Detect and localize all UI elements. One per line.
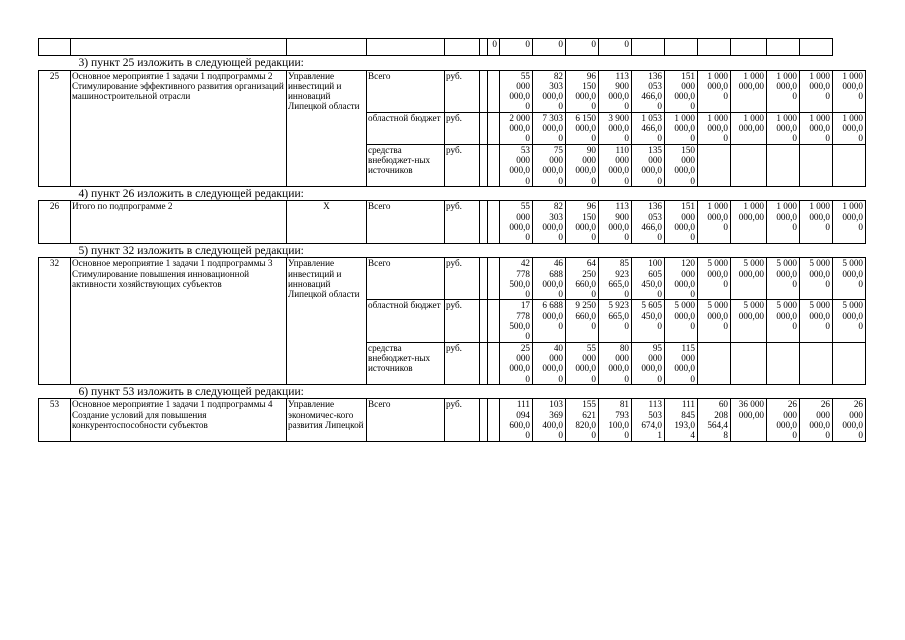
value-cell — [698, 144, 731, 186]
unit: руб. — [445, 70, 480, 112]
spacer-cell — [480, 201, 488, 243]
cell: 0 — [488, 39, 500, 56]
value-cell: 96 150 000,0 0 — [566, 70, 599, 112]
activity-name: Основное мероприятие 1 задачи 1 подпрограммы 4 Создание условий для повышения конкурентоспособности субъектов — [71, 399, 287, 441]
funding-source: средства внебюджет-ных источников — [367, 342, 445, 384]
row-number: 53 — [39, 399, 71, 441]
value-cell: 1 000 000,0 0 — [767, 201, 800, 243]
spacer-cell — [488, 342, 500, 384]
value-cell: 1 000 000,0 0 — [833, 201, 866, 243]
value-cell: 111 845 193,0 4 — [665, 399, 698, 441]
value-cell — [800, 342, 833, 384]
value-cell: 5 000 000,00 — [731, 300, 767, 342]
spacer-cell — [480, 300, 488, 342]
table-row — [39, 201, 866, 243]
budget-table — [38, 38, 866, 442]
section-heading: 4) пункт 26 изложить в следующей редакции: — [39, 186, 866, 201]
value-cell: 7 303 000,0 0 — [533, 112, 566, 144]
section-heading-row — [39, 384, 866, 399]
cell: 0 — [500, 39, 533, 56]
value-cell: 1 000 000,0 0 — [698, 112, 731, 144]
spacer-cell — [480, 399, 488, 441]
value-cell: 82 303 000,0 0 — [533, 201, 566, 243]
funding-source: Всего — [367, 399, 445, 441]
unit: руб. — [445, 258, 480, 300]
value-cell: 53 000 000,0 0 — [500, 144, 533, 186]
table-row — [39, 39, 866, 56]
table-row — [39, 258, 866, 300]
spacer-cell — [488, 201, 500, 243]
table-row — [39, 399, 866, 441]
unit: руб. — [445, 342, 480, 384]
value-cell: 1 000 000,0 0 — [800, 70, 833, 112]
cell — [287, 39, 367, 56]
unit: руб. — [445, 300, 480, 342]
cell — [767, 39, 800, 56]
value-cell: 26 000 000,0 0 — [767, 399, 800, 441]
executor: Управление инвестиций и инноваций Липецкой области — [287, 70, 367, 186]
value-cell: 5 605 450,0 0 — [632, 300, 665, 342]
spacer-cell — [480, 342, 488, 384]
value-cell: 1 000 000,0 0 — [698, 70, 731, 112]
value-cell: 151 000 000,0 0 — [665, 70, 698, 112]
value-cell: 64 250 660,0 0 — [566, 258, 599, 300]
value-cell: 113 900 000,0 0 — [599, 201, 632, 243]
section-heading: 5) пункт 32 изложить в следующей редакции: — [39, 243, 866, 258]
value-cell: 6 150 000,0 0 — [566, 112, 599, 144]
funding-source: Всего — [367, 258, 445, 300]
spacer-cell — [488, 112, 500, 144]
section-heading-row — [39, 243, 866, 258]
unit: руб. — [445, 399, 480, 441]
cell: 0 — [599, 39, 632, 56]
value-cell: 75 000 000,0 0 — [533, 144, 566, 186]
value-cell: 5 000 000,0 0 — [767, 300, 800, 342]
row-number: 25 — [39, 70, 71, 186]
value-cell: 155 621 820,0 0 — [566, 399, 599, 441]
value-cell: 5 000 000,0 0 — [800, 258, 833, 300]
cell: 0 — [566, 39, 599, 56]
value-cell: 5 923 665,0 0 — [599, 300, 632, 342]
funding-source: Всего — [367, 70, 445, 112]
value-cell: 136 053 466,0 0 — [632, 70, 665, 112]
unit: руб. — [445, 144, 480, 186]
value-cell: 1 000 000,0 0 — [767, 112, 800, 144]
activity-name: Итого по подпрограмме 2 — [71, 201, 287, 243]
value-cell: 46 688 000,0 0 — [533, 258, 566, 300]
spacer-cell — [488, 70, 500, 112]
value-cell: 95 000 000,0 0 — [632, 342, 665, 384]
value-cell: 1 000 000,0 0 — [665, 112, 698, 144]
cell — [800, 39, 833, 56]
value-cell: 80 000 000,0 0 — [599, 342, 632, 384]
activity-name: Основное мероприятие 1 задачи 1 подпрограммы 3 Стимулирование повышения инновационной активности хозяйствующих субъектов — [71, 258, 287, 385]
value-cell: 151 000 000,0 0 — [665, 201, 698, 243]
value-cell: 5 000 000,0 0 — [698, 258, 731, 300]
value-cell: 9 250 660,0 0 — [566, 300, 599, 342]
spacer-cell — [488, 258, 500, 300]
value-cell — [800, 144, 833, 186]
value-cell: 1 000 000,00 — [731, 70, 767, 112]
cell — [445, 39, 480, 56]
cell: 0 — [533, 39, 566, 56]
value-cell: 1 000 000,00 — [731, 112, 767, 144]
executor: Управление инвестиций и инноваций Липецкой области — [287, 258, 367, 385]
value-cell: 55 000 000,0 0 — [500, 70, 533, 112]
value-cell: 113 900 000,0 0 — [599, 70, 632, 112]
value-cell — [833, 144, 866, 186]
value-cell: 1 000 000,0 0 — [833, 112, 866, 144]
value-cell: 2 000 000,0 0 — [500, 112, 533, 144]
value-cell: 1 000 000,0 0 — [698, 201, 731, 243]
value-cell: 81 793 100,0 0 — [599, 399, 632, 441]
value-cell: 1 000 000,0 0 — [767, 70, 800, 112]
cell — [632, 39, 665, 56]
value-cell: 5 000 000,0 0 — [698, 300, 731, 342]
value-cell: 1 000 000,0 0 — [800, 201, 833, 243]
value-cell: 60 208 564,4 8 — [698, 399, 731, 441]
value-cell: 100 605 450,0 0 — [632, 258, 665, 300]
funding-source: средства внебюджет-ных источников — [367, 144, 445, 186]
value-cell: 120 000 000,0 0 — [665, 258, 698, 300]
value-cell — [833, 342, 866, 384]
value-cell: 36 000 000,00 — [731, 399, 767, 441]
value-cell: 42 778 500,0 0 — [500, 258, 533, 300]
value-cell: 5 000 000,0 0 — [833, 258, 866, 300]
value-cell: 96 150 000,0 0 — [566, 201, 599, 243]
unit: руб. — [445, 112, 480, 144]
value-cell — [731, 342, 767, 384]
value-cell: 115 000 000,0 0 — [665, 342, 698, 384]
value-cell: 5 000 000,0 0 — [800, 300, 833, 342]
value-cell: 17 778 500,0 0 — [500, 300, 533, 342]
value-cell: 103 369 400,0 0 — [533, 399, 566, 441]
unit: руб. — [445, 201, 480, 243]
value-cell: 85 923 665,0 0 — [599, 258, 632, 300]
spacer-cell — [480, 144, 488, 186]
value-cell: 150 000 000,0 0 — [665, 144, 698, 186]
value-cell: 1 000 000,0 0 — [833, 70, 866, 112]
value-cell: 6 688 000,0 0 — [533, 300, 566, 342]
row-number: 32 — [39, 258, 71, 385]
value-cell — [698, 342, 731, 384]
value-cell: 55 000 000,0 0 — [566, 342, 599, 384]
activity-name: Основное мероприятие 1 задачи 1 подпрограммы 2 Стимулирование эффективного развития организаций машиностроительной отрасли — [71, 70, 287, 186]
value-cell — [767, 144, 800, 186]
value-cell: 113 503 674,0 1 — [632, 399, 665, 441]
funding-source: Всего — [367, 201, 445, 243]
section-heading-row — [39, 56, 866, 71]
value-cell: 55 000 000,0 0 — [500, 201, 533, 243]
section-heading: 6) пункт 53 изложить в следующей редакции: — [39, 384, 866, 399]
value-cell: 5 000 000,0 0 — [833, 300, 866, 342]
value-cell: 135 000 000,0 0 — [632, 144, 665, 186]
value-cell: 26 000 000,0 0 — [800, 399, 833, 441]
value-cell: 82 303 000,0 0 — [533, 70, 566, 112]
table-row — [39, 70, 866, 112]
row-number: 26 — [39, 201, 71, 243]
value-cell: 40 000 000,0 0 — [533, 342, 566, 384]
cell — [731, 39, 767, 56]
value-cell: 5 000 000,00 — [731, 258, 767, 300]
cell — [698, 39, 731, 56]
executor: Х — [287, 201, 367, 243]
section-heading: 3) пункт 25 изложить в следующей редакции: — [39, 56, 866, 71]
value-cell: 26 000 000,0 0 — [833, 399, 866, 441]
value-cell: 90 000 000,0 0 — [566, 144, 599, 186]
spacer-cell — [480, 70, 488, 112]
spacer-cell — [488, 144, 500, 186]
spacer-cell — [480, 112, 488, 144]
value-cell: 136 053 466,0 0 — [632, 201, 665, 243]
cell — [665, 39, 698, 56]
value-cell — [767, 342, 800, 384]
spacer-cell — [488, 399, 500, 441]
value-cell: 5 000 000,0 0 — [767, 258, 800, 300]
funding-source: областной бюджет — [367, 300, 445, 342]
executor: Управление экономичес-кого развития Липецкой — [287, 399, 367, 441]
value-cell — [731, 144, 767, 186]
cell — [480, 39, 488, 56]
funding-source: областной бюджет — [367, 112, 445, 144]
spacer-cell — [488, 300, 500, 342]
value-cell: 111 094 600,0 0 — [500, 399, 533, 441]
cell — [39, 39, 71, 56]
value-cell: 25 000 000,0 0 — [500, 342, 533, 384]
value-cell: 1 053 466,0 0 — [632, 112, 665, 144]
value-cell: 1 000 000,00 — [731, 201, 767, 243]
cell — [71, 39, 287, 56]
spacer-cell — [480, 258, 488, 300]
value-cell: 110 000 000,0 0 — [599, 144, 632, 186]
value-cell: 3 900 000,0 0 — [599, 112, 632, 144]
value-cell: 1 000 000,0 0 — [800, 112, 833, 144]
cell — [367, 39, 445, 56]
value-cell: 5 000 000,0 0 — [665, 300, 698, 342]
section-heading-row — [39, 186, 866, 201]
